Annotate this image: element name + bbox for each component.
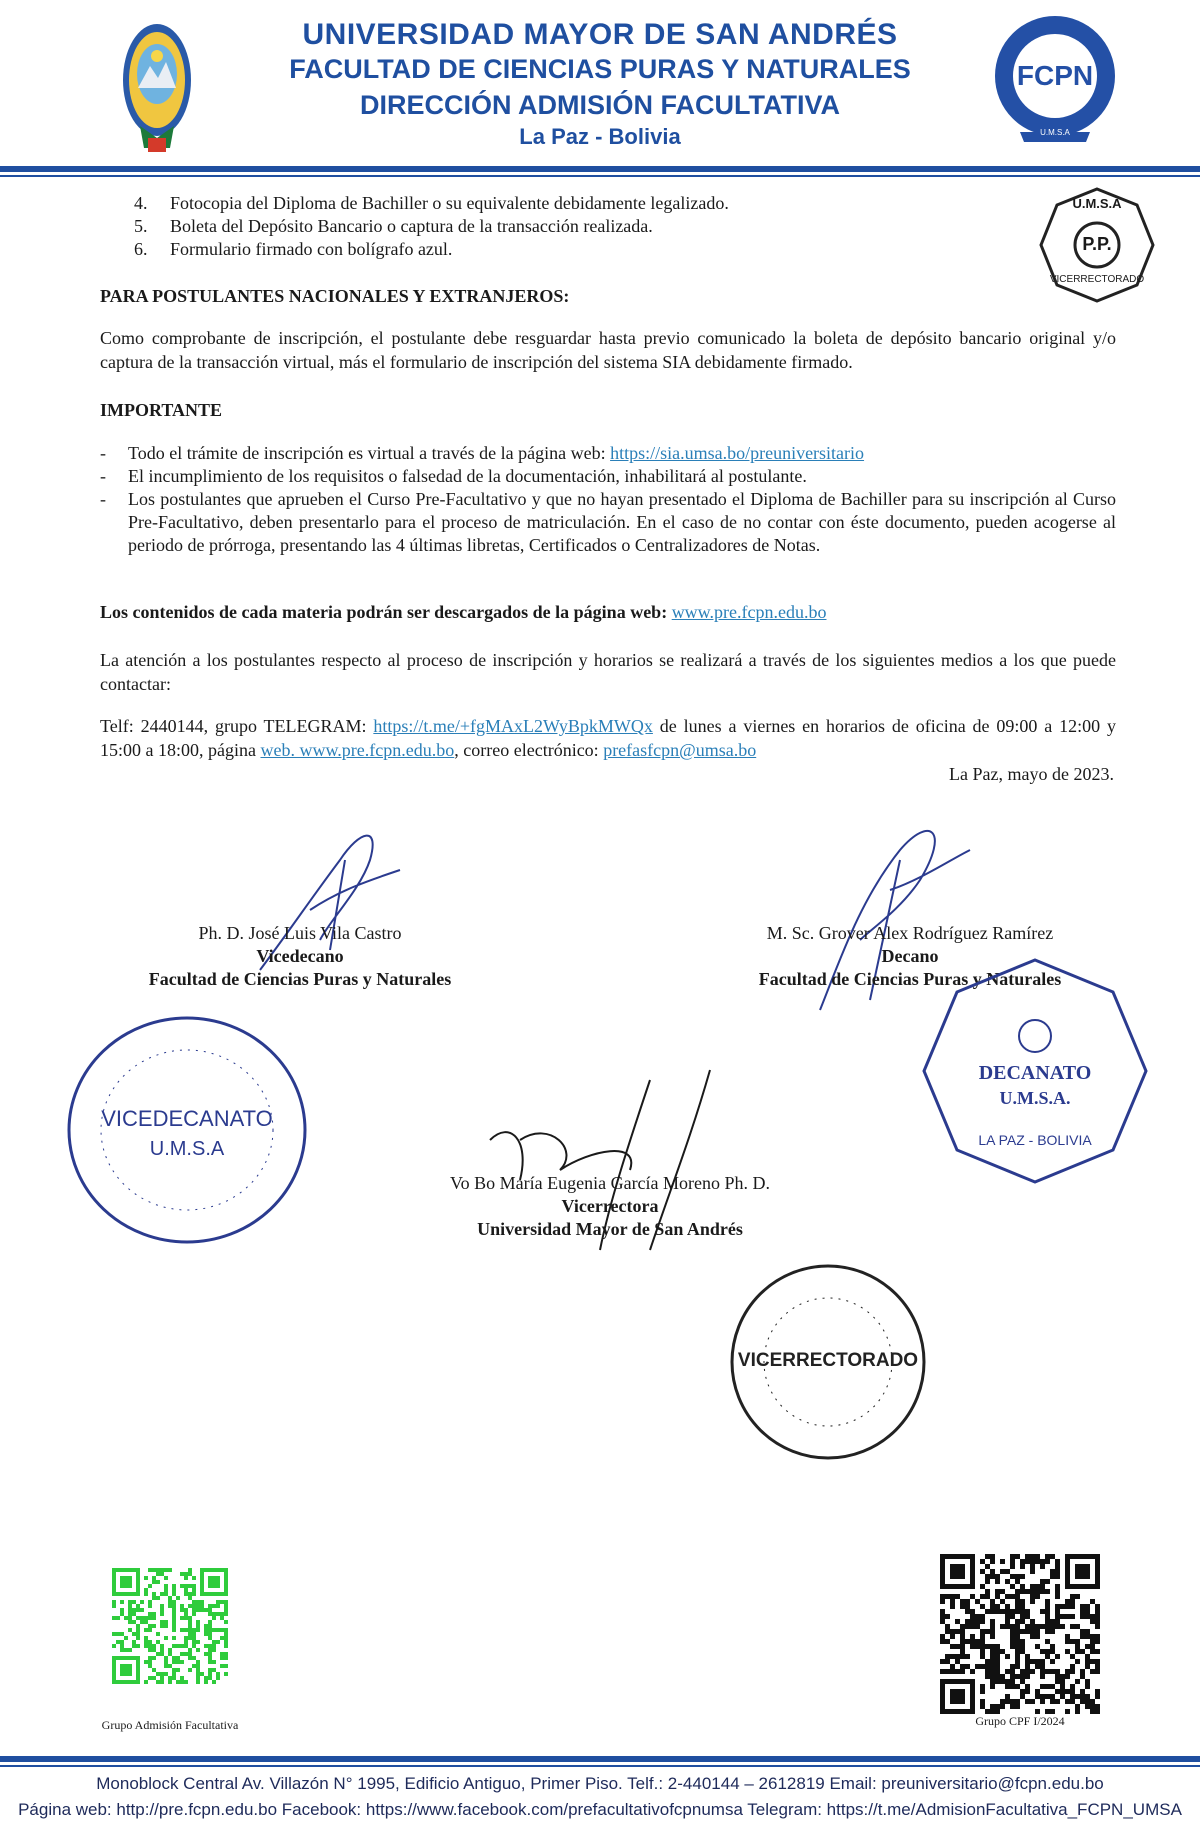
section-text-postulantes: Como comprobante de inscripción, el postulante debe resguardar hasta previo comunicado la boleta de depósito bancario original y/o captura de la transacción virtual, más el formulario de inscripción del sistema SIA debidamente firmado.	[100, 328, 1116, 372]
decanato-stamp-bottom: LA PAZ - BOLIVIA	[978, 1132, 1092, 1148]
vicedecanato-stamp-sub: U.M.S.A	[149, 1138, 225, 1160]
pp-stamp-bottom: VICERRECTORADO	[1049, 274, 1145, 285]
fcpn-logo-text: FCPN	[1016, 60, 1094, 91]
footer-links: Página web: http://pre.fcpn.edu.bo Facebook: https://www.facebook.com/prefacultativofcpnumsa Telegram: https://t.me/AdmisionFacultativa_FCPN_UMSA	[18, 1800, 1182, 1819]
signature-vicerrectora: Vo Bo María Eugenia García Moreno Ph. D. Vicerrectora Universidad Mayor de San Andrés	[449, 1173, 771, 1239]
vicerrectorado-stamp-center: VICERRECTORADO	[737, 1350, 919, 1371]
web-link[interactable]: web. www.pre.fcpn.edu.bo	[260, 740, 455, 760]
qr-caption-admision: Grupo Admisión Facultativa	[101, 1718, 239, 1732]
pre-fcpn-link[interactable]: www.pre.fcpn.edu.bo	[671, 602, 827, 622]
header-direction: DIRECCIÓN ADMISIÓN FACULTATIVA	[360, 90, 840, 120]
section-title-importante: IMPORTANTE	[100, 400, 223, 420]
decanato-stamp-sub: U.M.S.A.	[999, 1088, 1071, 1108]
qr-caption-cpf: Grupo CPF I/2024	[975, 1714, 1065, 1728]
document-date: La Paz, mayo de 2023.	[949, 764, 1114, 784]
header-rule-thin	[0, 175, 1200, 177]
footer-rule-thin	[0, 1765, 1200, 1767]
pp-vicerrectorado-stamp	[1038, 186, 1156, 304]
pp-stamp-center: P.P.	[1082, 234, 1112, 254]
vicerrectorado-stamp	[728, 1262, 928, 1462]
decanato-stamp-center: DECANATO	[978, 1062, 1092, 1084]
bullet-item-diploma: - Los postulantes que aprueben el Curso Pre-Facultativo y que no hayan presentado el Diploma de Bachiller para su inscripción al Curso Pre-Facultativo, deben presentarlo para el proceso de matriculación. En el caso de no contar con éste documento, pueden acogerse al periodo de prórroga, presentando las 4 últimas libretas, Certificados o Centralizadores de Notas.	[100, 489, 1116, 555]
vicedecanato-stamp-center: VICEDECANATO	[101, 1106, 273, 1131]
fcpn-logo	[990, 14, 1120, 144]
header-faculty: FACULTAD DE CIENCIAS PURAS Y NATURALES	[289, 54, 911, 84]
email-link[interactable]: prefasfcpn@umsa.bo	[603, 740, 757, 760]
telegram-link[interactable]: https://t.me/+fgMAxL2WyBpkMWQx	[373, 716, 653, 736]
bullet-item-requisitos: - El incumplimiento de los requisitos o falsedad de la documentación, inhabilitará al postulante.	[100, 466, 807, 486]
contact-text: Telf: 2440144, grupo TELEGRAM: https://t.me/+fgMAxL2WyBpkMWQx de lunes a viernes en horarios de oficina de 09:00 a 12:00 y 15:00 a 18:00, página web. www.pre.fcpn.edu.bo, correo electrónico: prefasfcpn@umsa.bo	[100, 716, 1116, 760]
bullet-item-virtual: - Todo el trámite de inscripción es virtual a través de la página web: https://sia.umsa.bo/preuniversitario	[100, 443, 865, 463]
header-location: La Paz - Bolivia	[519, 124, 681, 149]
footer-address: Monoblock Central Av. Villazón N° 1995, Edificio Antiguo, Primer Piso. Telf.: 2-440144 – 2612819 Email: preuniversitario@fcpn.edu.bo	[96, 1774, 1104, 1793]
sia-link[interactable]: https://sia.umsa.bo/preuniversitario	[610, 443, 865, 463]
header-rule	[0, 166, 1200, 172]
qr-code-cpf[interactable]	[940, 1554, 1100, 1714]
section-title-postulantes: PARA POSTULANTES NACIONALES Y EXTRANJEROS:	[100, 286, 570, 306]
signature-decano: M. Sc. Grover Alex Rodríguez Ramírez Decano Facultad de Ciencias Puras y Naturales	[758, 923, 1062, 989]
footer-rule	[0, 1756, 1200, 1762]
qr-code-admision[interactable]	[112, 1568, 230, 1686]
decanato-stamp	[920, 956, 1150, 1186]
contents-line: Los contenidos de cada materia podrán ser descargados de la página web: www.pre.fcpn.edu.bo	[100, 602, 827, 622]
signature-vicedecano: Ph. D. José Luis Vila Castro Vicedecano Facultad de Ciencias Puras y Naturales	[148, 923, 452, 989]
attention-text: La atención a los postulantes respecto al proceso de inscripción y horarios se realizará a través de los siguientes medios a los que puede contactar:	[100, 650, 1116, 694]
fcpn-logo-bottom: U.M.S.A	[1040, 128, 1070, 137]
pp-stamp-top: U.M.S.A	[1072, 196, 1122, 211]
header-university: UNIVERSIDAD MAYOR DE SAN ANDRÉS	[302, 18, 898, 51]
vicedecanato-stamp	[62, 1010, 312, 1250]
